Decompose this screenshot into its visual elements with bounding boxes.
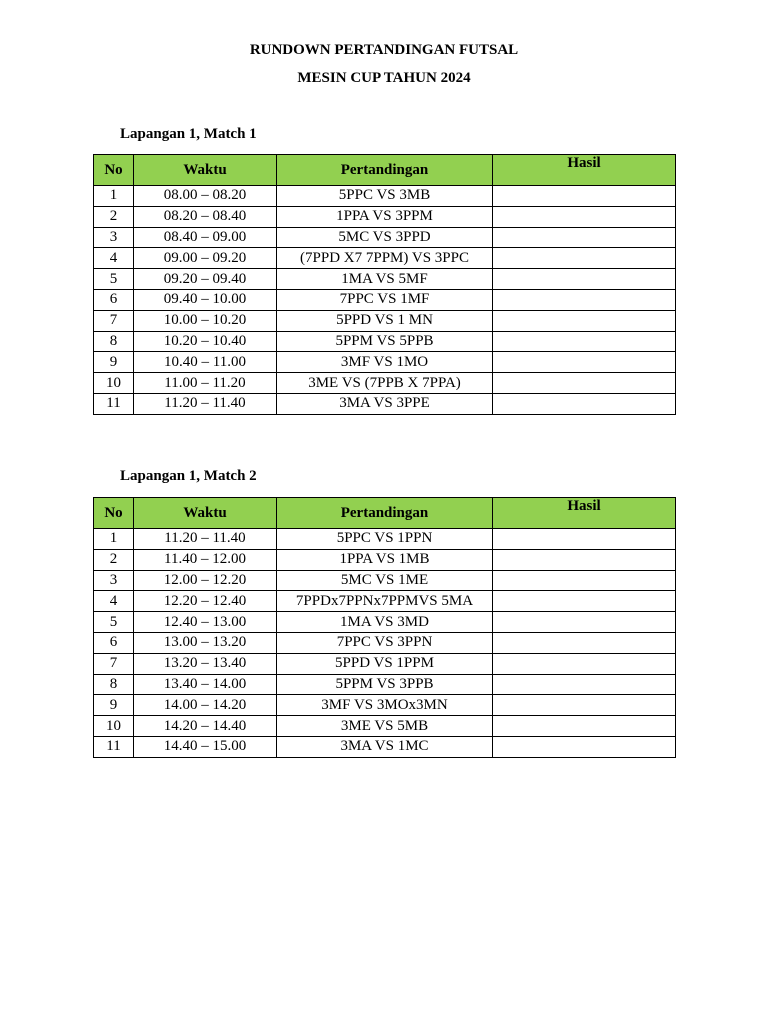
table-row — [94, 612, 676, 633]
table-row — [94, 269, 676, 290]
cell-pertandingan: 5PPD VS 1PPM — [277, 653, 493, 674]
cell-pertandingan: 5PPD VS 1 MN — [277, 310, 493, 331]
cell-hasil — [493, 373, 676, 394]
cell-pertandingan: 1PPA VS 1MB — [277, 549, 493, 570]
table-row — [94, 289, 676, 310]
cell-no: 5 — [94, 269, 134, 290]
cell-hasil — [493, 310, 676, 331]
cell-waktu: 11.00 – 11.20 — [134, 373, 277, 394]
column-header-no: No — [94, 155, 134, 186]
cell-waktu: 08.40 – 09.00 — [134, 227, 277, 248]
column-header-no: No — [94, 498, 134, 529]
cell-hasil — [493, 716, 676, 737]
cell-hasil — [493, 186, 676, 207]
cell-waktu: 10.40 – 11.00 — [134, 352, 277, 373]
schedule-table-match-1 — [93, 154, 676, 415]
cell-waktu: 14.40 – 15.00 — [134, 736, 277, 757]
table-row — [94, 352, 676, 373]
table-row — [94, 248, 676, 269]
table-row — [94, 591, 676, 612]
cell-waktu: 12.40 – 13.00 — [134, 612, 277, 633]
cell-no: 8 — [94, 331, 134, 352]
cell-hasil — [493, 269, 676, 290]
cell-waktu: 12.20 – 12.40 — [134, 591, 277, 612]
cell-pertandingan: 3ME VS (7PPB X 7PPA) — [277, 373, 493, 394]
cell-no: 6 — [94, 632, 134, 653]
cell-no: 9 — [94, 695, 134, 716]
cell-hasil — [493, 289, 676, 310]
cell-waktu: 11.20 – 11.40 — [134, 529, 277, 550]
cell-hasil — [493, 591, 676, 612]
table-row — [94, 570, 676, 591]
cell-hasil — [493, 653, 676, 674]
table-header-row — [94, 498, 676, 529]
table-row — [94, 736, 676, 757]
cell-pertandingan: 5PPM VS 3PPB — [277, 674, 493, 695]
cell-no: 4 — [94, 591, 134, 612]
cell-pertandingan: 1MA VS 3MD — [277, 612, 493, 633]
cell-pertandingan: 3MF VS 3MOx3MN — [277, 695, 493, 716]
table-row — [94, 549, 676, 570]
cell-no: 2 — [94, 549, 134, 570]
cell-no: 1 — [94, 529, 134, 550]
table-row — [94, 653, 676, 674]
cell-hasil — [493, 736, 676, 757]
cell-hasil — [493, 674, 676, 695]
cell-no: 3 — [94, 570, 134, 591]
cell-no: 9 — [94, 352, 134, 373]
cell-waktu: 12.00 – 12.20 — [134, 570, 277, 591]
schedule-table-match-2 — [93, 497, 676, 758]
column-header-hasil: Hasil — [493, 155, 676, 186]
cell-hasil — [493, 549, 676, 570]
column-header-waktu: Waktu — [134, 155, 277, 186]
cell-pertandingan: (7PPD X7 7PPM) VS 3PPC — [277, 248, 493, 269]
table-row — [94, 227, 676, 248]
cell-no: 11 — [94, 736, 134, 757]
cell-hasil — [493, 227, 676, 248]
cell-hasil — [493, 206, 676, 227]
table-row — [94, 331, 676, 352]
cell-waktu: 08.00 – 08.20 — [134, 186, 277, 207]
cell-no: 6 — [94, 289, 134, 310]
table-row — [94, 716, 676, 737]
cell-waktu: 09.20 – 09.40 — [134, 269, 277, 290]
cell-waktu: 10.20 – 10.40 — [134, 331, 277, 352]
cell-no: 2 — [94, 206, 134, 227]
cell-waktu: 11.40 – 12.00 — [134, 549, 277, 570]
table-row — [94, 310, 676, 331]
cell-no: 10 — [94, 373, 134, 394]
cell-pertandingan: 5PPC VS 3MB — [277, 186, 493, 207]
table-row — [94, 529, 676, 550]
cell-hasil — [493, 393, 676, 414]
document-title: RUNDOWN PERTANDINGAN FUTSAL — [249, 42, 519, 58]
cell-waktu: 14.20 – 14.40 — [134, 716, 277, 737]
cell-no: 1 — [94, 186, 134, 207]
cell-waktu: 09.00 – 09.20 — [134, 248, 277, 269]
cell-no: 7 — [94, 653, 134, 674]
cell-pertandingan: 3MA VS 3PPE — [277, 393, 493, 414]
cell-waktu: 10.00 – 10.20 — [134, 310, 277, 331]
table-row — [94, 393, 676, 414]
table-row — [94, 674, 676, 695]
cell-waktu: 13.40 – 14.00 — [134, 674, 277, 695]
table-header-row — [94, 155, 676, 186]
column-header-pertandingan: Pertandingan — [277, 155, 493, 186]
column-header-hasil: Hasil — [493, 498, 676, 529]
cell-pertandingan: 3MF VS 1MO — [277, 352, 493, 373]
cell-pertandingan: 3ME VS 5MB — [277, 716, 493, 737]
column-header-pertandingan: Pertandingan — [277, 498, 493, 529]
cell-hasil — [493, 248, 676, 269]
table-row — [94, 695, 676, 716]
cell-waktu: 08.20 – 08.40 — [134, 206, 277, 227]
section-label-match-1: Lapangan 1, Match 1 — [120, 126, 257, 142]
cell-pertandingan: 5MC VS 3PPD — [277, 227, 493, 248]
document-subtitle: MESIN CUP TAHUN 2024 — [297, 70, 471, 86]
cell-no: 10 — [94, 716, 134, 737]
cell-waktu: 13.20 – 13.40 — [134, 653, 277, 674]
cell-hasil — [493, 529, 676, 550]
cell-pertandingan: 1PPA VS 3PPM — [277, 206, 493, 227]
cell-hasil — [493, 352, 676, 373]
cell-no: 4 — [94, 248, 134, 269]
column-header-waktu: Waktu — [134, 498, 277, 529]
cell-pertandingan: 5MC VS 1ME — [277, 570, 493, 591]
cell-pertandingan: 7PPC VS 3PPN — [277, 632, 493, 653]
cell-waktu: 09.40 – 10.00 — [134, 289, 277, 310]
cell-pertandingan: 1MA VS 5MF — [277, 269, 493, 290]
table-row — [94, 206, 676, 227]
cell-waktu: 13.00 – 13.20 — [134, 632, 277, 653]
cell-no: 11 — [94, 393, 134, 414]
cell-no: 5 — [94, 612, 134, 633]
cell-no: 8 — [94, 674, 134, 695]
cell-pertandingan: 7PPC VS 1MF — [277, 289, 493, 310]
cell-no: 3 — [94, 227, 134, 248]
cell-hasil — [493, 570, 676, 591]
cell-no: 7 — [94, 310, 134, 331]
cell-hasil — [493, 632, 676, 653]
cell-hasil — [493, 612, 676, 633]
cell-hasil — [493, 331, 676, 352]
cell-pertandingan: 5PPM VS 5PPB — [277, 331, 493, 352]
cell-pertandingan: 3MA VS 1MC — [277, 736, 493, 757]
cell-waktu: 14.00 – 14.20 — [134, 695, 277, 716]
cell-hasil — [493, 695, 676, 716]
section-label-match-2: Lapangan 1, Match 2 — [120, 468, 257, 484]
table-row — [94, 373, 676, 394]
table-row — [94, 186, 676, 207]
table-row — [94, 632, 676, 653]
cell-pertandingan: 7PPDx7PPNx7PPMVS 5MA — [277, 591, 493, 612]
cell-pertandingan: 5PPC VS 1PPN — [277, 529, 493, 550]
cell-waktu: 11.20 – 11.40 — [134, 393, 277, 414]
